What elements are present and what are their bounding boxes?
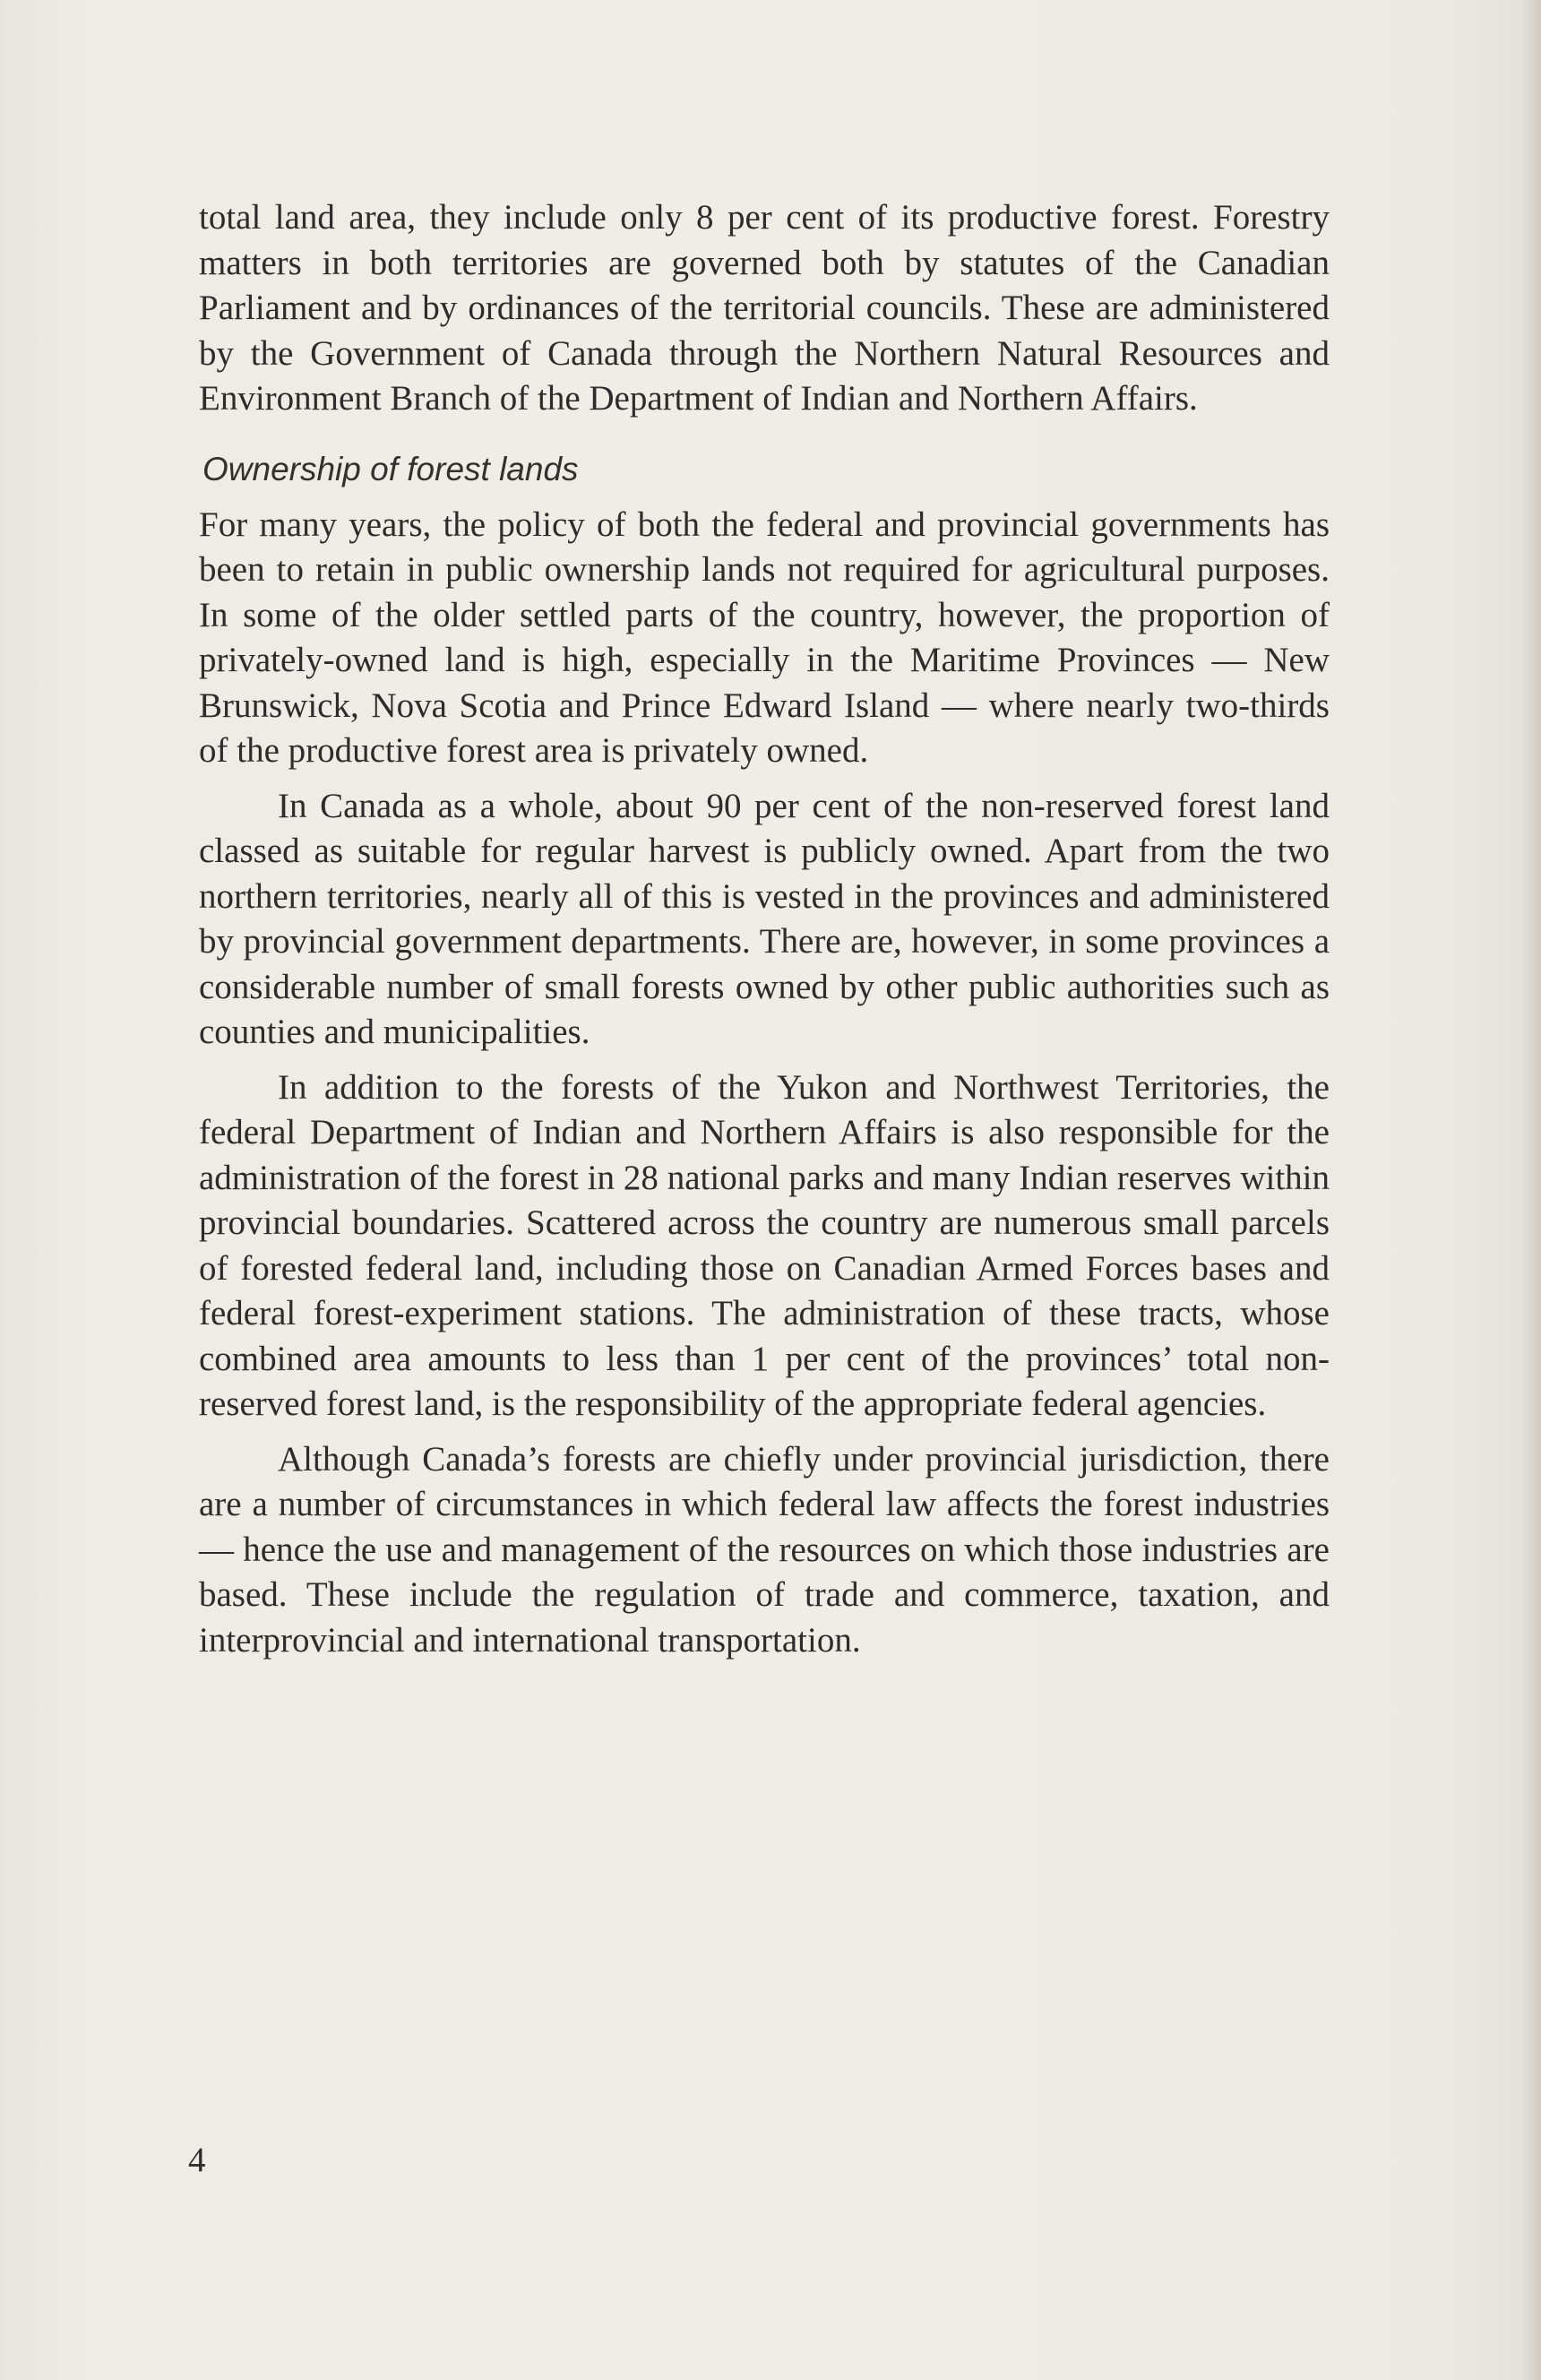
page-number: 4 [188, 2141, 206, 2179]
paragraph-continuation: total land area, they include only 8 per cent of its productive forest. Forestry matters in both territories are governed both by statutes of the Canadian Parliament and by ordinances of the territorial councils. These are administered by the Government of Canada through the Northern Natural Resources and Environment Branch of the Department of Indian and Northern Affairs. [199, 198, 1330, 418]
section-heading: Ownership of forest lands [202, 450, 579, 487]
paragraph: In Canada as a whole, about 90 per cent of the non-reserved forest land classed as suitable for regular harvest is publicly owned. Apart from the two northern territories, nearly all of this is vested in the provinces and administered by provincial government departments. There are, however, in some provinces a considerable number of small forests owned by other public authorities such as counties and municipalities. [199, 786, 1330, 1051]
paragraph: In addition to the forests of the Yukon and Northwest Territories, the federal Department of Indian and Northern Affairs is also responsible for the administration of the forest in 28 national parks and many Indian reserves within provincial boundaries. Scattered across the country are numerous small parcels of forested federal land, including those on Canadian Armed Forces bases and federal forest-experiment stations. The administration of these tracts, whose combined area amounts to less than 1 per cent of the provinces’ total non-reserved forest land, is the responsibility of the appropriate federal agencies. [199, 1067, 1330, 1423]
page-edge-shadow [1521, 0, 1541, 2380]
paragraph: Although Canada’s forests are chiefly under provincial jurisdiction, there are a number of circumstances in which federal law affects the forest industries — hence the use and management of the resources on which those industries are based. These include the regulation of trade and commerce, taxation, and interprovincial and international transportation. [199, 1439, 1330, 1660]
body-text [199, 195, 1330, 1673]
paragraph: For many years, the policy of both the federal and provincial governments has been to retain in public ownership lands not required for agricultural purposes. In some of the older settled parts of the country, however, the proportion of privately-owned land is high, especially in the Maritime Provinces — New Brunswick, Nova Scotia and Prince Edward Island — where nearly two-thirds of the productive forest area is privately owned. [199, 504, 1330, 770]
